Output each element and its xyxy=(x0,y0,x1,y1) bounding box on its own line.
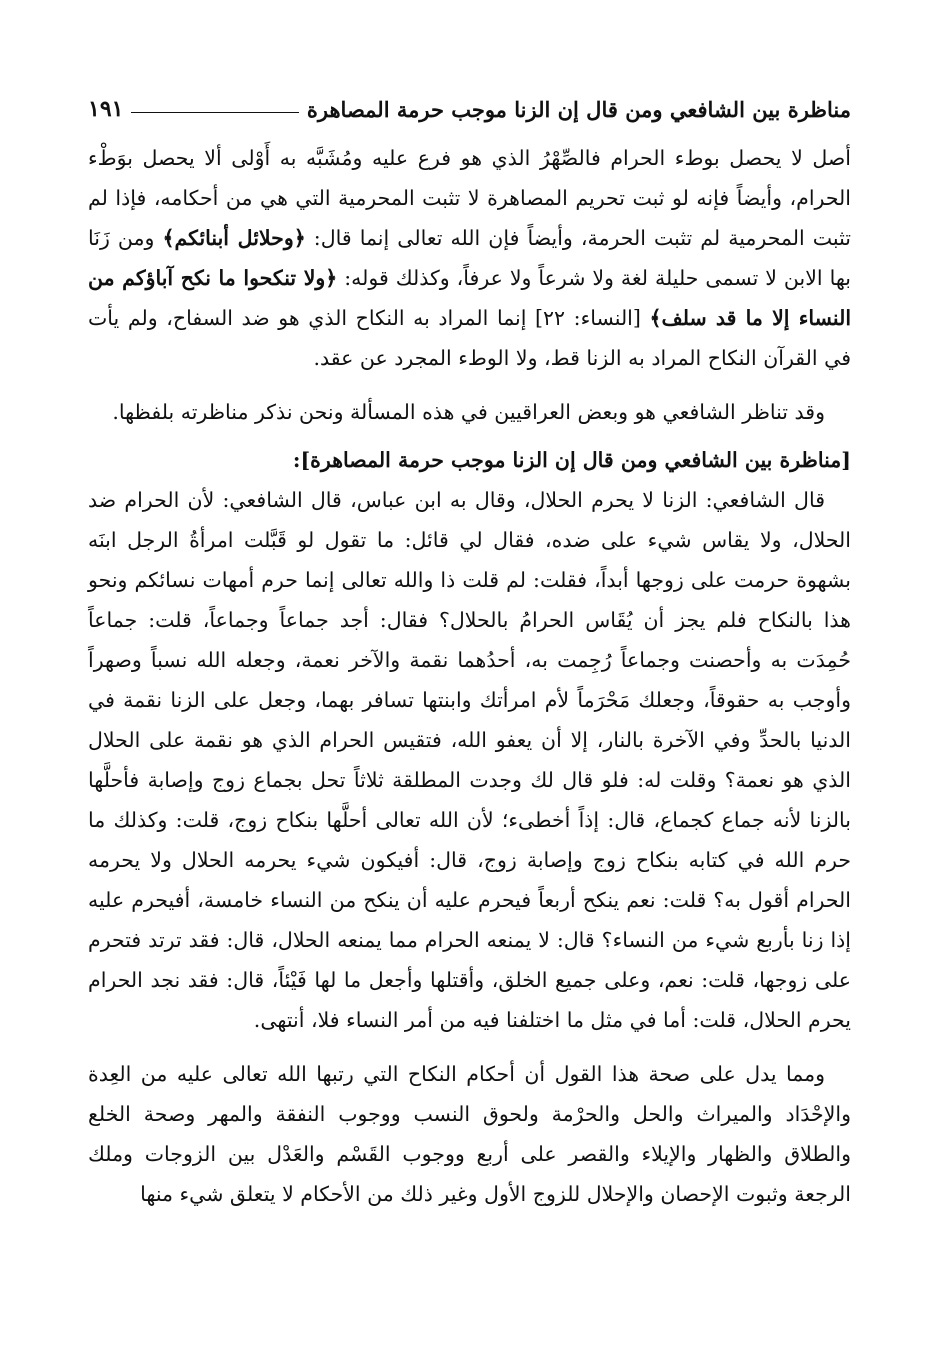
paragraph-1-text-c: [النساء: ٢٢] إنما المراد به النكاح الذي هو ضد السفاح، ولم يأت في القرآن النكاح المراد به الزنا قط، ولا الوطء المجرد عن عقد. xyxy=(88,306,851,370)
header-title: مناظرة بين الشافعي ومن قال إن الزنا موجب حرمة المصاهرة xyxy=(306,97,851,122)
paragraph-1 xyxy=(88,138,851,378)
page-body xyxy=(88,138,851,1214)
running-header xyxy=(88,86,851,122)
section-heading: [مناظرة بين الشافعي ومن قال إن الزنا موجب حرمة المصاهرة]: xyxy=(292,448,851,472)
quran-quote-1: ﴿وحلائل أبنائكم﴾ xyxy=(162,226,306,250)
paragraph-4: ومما يدل على صحة هذا القول أن أحكام النكاح التي رتبها الله تعالى عليه من العِدة والإحْدَاد والميراث والحل والحرْمة ولحوق النسب ووجوب النفقة والمهر وصحة الخلع والطلاق والظهار والإيلاء والقصر على أربع ووجوب القَسْم والعَدْل بين الزوجات وملك الرجعة وثبوت الإحصان والإحلال للزوج الأول وغير ذلك من الأحكام لا يتعلق شيء منها xyxy=(88,1062,851,1206)
paragraph-1-text-b: ومن زَنَا بها الابن لا تسمى حليلة لغة ولا شرعاً ولا عرفاً، وكذلك قوله: xyxy=(88,226,851,290)
paragraph-1-text-a: أصل لا يحصل بوطء الحرام فالصِّهْرُ الذي هو فرع عليه ومُشَبَّه به أَوْلى ألا يحصل بوَطْء الحرام، وأيضاً فإنه لو ثبت تحريم المصاهرة لا تثبت المحرمية التي هي من أحكامه، فإذا لم تثبت المحرمية لم تثبت الحرمة، وأيضاً فإن الله تعالى إنما قال: xyxy=(88,146,852,250)
page-number: ١٩١ xyxy=(88,96,124,122)
paragraph-2: وقد تناظر الشافعي هو وبعض العراقيين في هذه المسألة ونحن نذكر مناظرته بلفظها. xyxy=(112,400,825,424)
paragraph-3: قال الشافعي: الزنا لا يحرم الحلال، وقال به ابن عباس، قال الشافعي: لأن الحرام ضد الحلال، ولا يقاس شيء على ضده، فقال لي قائل: ما تقول لو قَبَّلت امرأةُ الرجل ابنَه بشهوة حرمت على زوجها أبداً، فقلت: لم قلت ذا والله تعالى إنما حرم أمهات نسائكم ونحو هذا بالنكاح فلم يجز أن يُقَاس الحرامُ بالحلال؟ فقال: أجد جماعاً وجماعاً، قلت: جماعاً حُمِدَت به وأحصنت وجماعاً رُجِمت به، أحدُهما نقمة والآخر نعمة، وجعله الله نسباً وصهراً وأوجب به حقوقاً، وجعلك مَحْرَماً لأم امرأتك وابنتها تسافر بهما، وجعل على الزنا نقمة في الدنيا بالحدِّ وفي الآخرة بالنار، إلا أن يعفو الله، فتقيس الحرام الذي هو نقمة على الحلال الذي هو نعمة؟ وقلت له: فلو قال لك وجدت المطلقة ثلاثاً تحل بجماع زوج وإصابة فأحلَّها بالزنا لأنه جماع كجماع، قال: إذاً أخطىء؛ لأن الله تعالى أحلَّها بنكاح زوج، قلت: وكذلك ما حرم الله في كتابه بنكاح زوج وإصابة زوج، قال: أفيكون شيء يحرمه الحلال ولا يحرمه الحرام أقول به؟ قلت: نعم ينكح أربعاً فيحرم عليه أن ينكح من النساء خامسة، أفيحرم عليه إذا زنا بأربع شيء من النساء؟ قال: لا يمنعه الحرام مما يمنعه الحلال، قال: فقد ترتد فتحرم على زوجها، قلت: نعم، وعلى جميع الخلق، وأقتلها وأجعل ما لها فَيْئاً، قال: فقد نجد الحرام يحرم الحلال، قلت: أما في مثل ما اختلفنا فيه من أمر النساء فلا، أنتهى. xyxy=(88,488,851,1032)
header-rule xyxy=(131,112,298,113)
quran-quote-2: ﴿ولا تنكحوا ما نكح آباؤكم من النساء إلا ما قد سلف﴾ xyxy=(88,266,852,330)
